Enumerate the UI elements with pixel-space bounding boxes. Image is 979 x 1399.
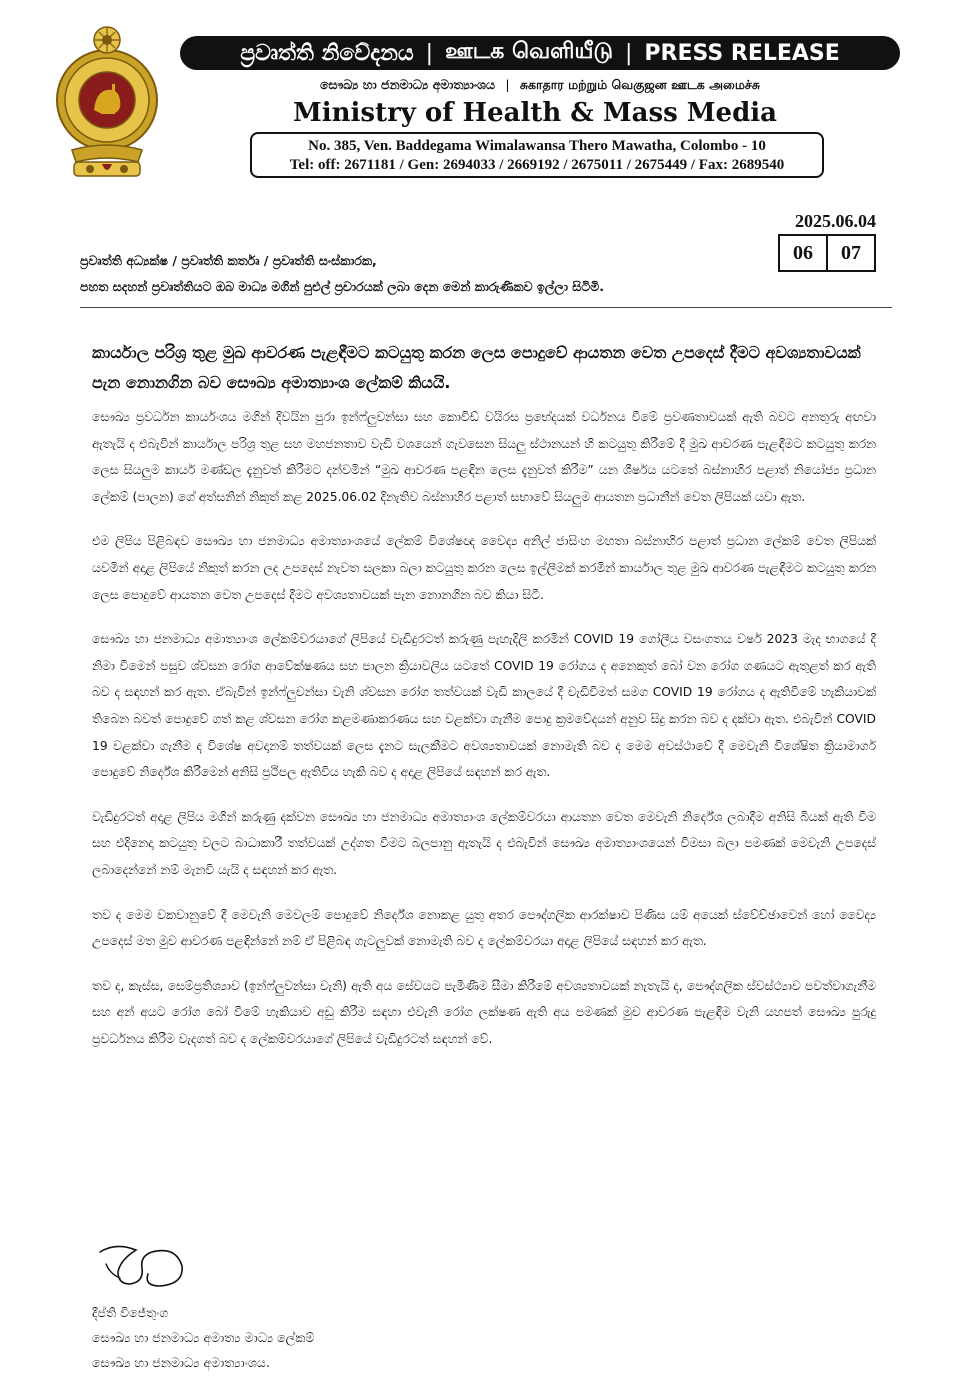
- reference-cell: 06: [793, 241, 813, 264]
- signatory-title: සෞඛ්‍ය හා ජනමාධ්‍ය අමාත්‍ය මාධ්‍ය ලේකම්: [92, 1330, 315, 1345]
- contact-line: Tel: off: 2671181 / Gen: 2694033 / 2669192 / 2675011 / 2675449 / Fax: 2689540: [289, 157, 785, 173]
- handwritten-signature: [96, 1240, 188, 1290]
- addressee-block: [80, 248, 770, 300]
- release-date: 2025.06.04: [795, 211, 876, 231]
- ministry-name-english: Ministry of Health & Mass Media: [292, 98, 778, 128]
- signatory-block: [92, 1300, 692, 1375]
- ministry-names-local: [195, 77, 885, 94]
- body-paragraph: එම ලිපිය පිළිබඳව සෞඛ්‍ය හා ජනමාධ්‍ය අමාත්‍යාංශයේ ලේකම් විශේෂඥ වෛද්‍ය අනිල් ජාසිංහ මහතා බස්නාහිර පළාත් ප්‍රධාන ලේකම් වෙත ලිපියක් යවමින් අදාළ ලිපියේ නිකුත් කරන ලද උපදෙස් නැවත සලකා බලා කටයුතු කරන ලෙස ඉල්ලීමක් කරමින් කාර්යාල තුළ මුඛ ආවරණ පැළඳීමට කටයුතු කරන ලෙස පොදුවේ ආයතන වෙත උපදෙස් දීමට අවශ්‍යතාවයක් පැන නොනගින බව කියා සිටී.: [92, 534, 876, 602]
- ministry-name-sinhala: සෞඛ්‍ය හා ජනමාධ්‍ය අමාත්‍යාංශය: [319, 77, 495, 92]
- body-paragraph: තව ද, කැස්ස, සෙම්ප්‍රතිශ්‍යාව (ඉන්ෆ්ලුවන්සා වැනි) ඇති අය සේවයට පැමිණීම සීමා කිරීමේ අවශ්‍යතාවයක් නැතැයි ද, පෞද්ගලික ස්වස්ථ්‍යාව පවත්වාගැනීම සහ අන් අයට රෝග බෝ වීමේ හැකියාව අඩු කිරීම සඳහා එවැනි රෝග ලක්ෂණ ඇති අය පමණක් මුව ආවරණ පැළඳීම වැනි යහපත් සෞඛ්‍ය පුරුදු ප්‍රවර්ධනය කිරීම වැදගත් බව ද ලේකම්වරයාගේ ලිපියේ වැඩිදුරටත් සඳහන් වේ.: [92, 978, 876, 1046]
- press-headline: කාර්යාල පරිශ්‍ර තුළ මුඛ ආවරණ පැළඳීමට කටයුතු කරන ලෙස පොදුවේ ආයතන වෙත උපදෙස් දීමට අවශ්‍යතාවයක් පැන නොනගින බව සෞඛ්‍ය අමාත්‍යාංශ ලේකම් කියයි.: [92, 343, 861, 392]
- ministry-separator: |: [505, 77, 510, 92]
- signatory-name: දීප්ති විජේතුංග: [92, 1305, 169, 1320]
- banner-separator: |: [425, 40, 434, 66]
- ministry-name-tamil: சுகாதார மற்றும் வெகுஜன ஊடக அமைச்சு: [519, 77, 761, 92]
- press-title-tamil: ஊடக வெளியீடு: [445, 39, 613, 64]
- reference-number-box: [778, 234, 876, 272]
- divider: [80, 307, 892, 308]
- press-title-sinhala: ප්‍රවෘත්ති නිවේදනය: [240, 40, 414, 66]
- banner-separator: |: [625, 40, 633, 66]
- press-title-english: PRESS RELEASE: [644, 40, 840, 66]
- press-release-banner: [180, 36, 900, 70]
- addressee-request: පහත සදහන් ප්‍රවෘත්තියට ඔබ මාධ්‍ය මගින් පුළුල් ප්‍රචාරයක් ලබා දෙන මෙන් කාරුණිකව ඉල්ලා සිටිමි.: [80, 279, 605, 294]
- reference-cell: 07: [826, 236, 874, 270]
- body-paragraph: තව ද මෙම වකවානුවේ දී මෙවැනි මෙවලම් පොදුවේ නිර්දේශ නොකළ යුතු අතර පෞද්ගලික ආරක්ෂාව පිණිස යම් අයෙක් ස්වේච්ඡාවෙන් හෝ වෛද්‍ය උපදෙස් මත මුව ආවරණ පළඳින්නේ නම් ඒ පිළිබඳ ගැටලුවක් නොමැති බව ද ලේකම්වරයා අදාළ ලිපියේ සඳහන් කර ඇත.: [92, 907, 876, 949]
- press-body: [92, 404, 876, 1070]
- signatory-organization: සෞඛ්‍ය හා ජනමාධ්‍ය අමාත්‍යාංශය.: [92, 1355, 270, 1370]
- body-paragraph: වැඩිදුරටත් අදාළ ලිපිය මගින් කරුණු දක්වන සෞඛ්‍ය හා ජනමාධ්‍ය අමාත්‍යාංශ ලේකම්වරයා ආයතන වෙත මෙවැනි නිර්දේශ ලබාදීම අනිසි බියක් ඇති වීම සහ එදිනෙදා කටයුතු වලට බාධාකාරී තත්වයක් උද්ගත වීමට බලපානු ඇතැයි ද එබැවින් සෞඛ්‍ය අමාත්‍යාංශයෙන් විමසා බලා පමණක් මෙවැනි උපදෙස් ලබාදෙන්නේ නම් මැනවි යැයි ද සඳහන් කර ඇත.: [92, 809, 876, 877]
- addressee-line: ප්‍රවෘත්ති අධ්‍යක්ෂ / ප්‍රවෘත්ති කර්තෘ / ප්‍රවෘත්ති සංස්කාරක,: [80, 253, 377, 268]
- body-paragraph: සෞඛ්‍ය ප්‍රවර්ධන කාර්යංශය මගින් දිවයින පුරා ඉන්ෆ්ලුවන්සා සහ කොවිඩ් වයිරස ප්‍රභේදයක් වර්ධනය වීමේ ප්‍රවණතාවයක් ඇති බවට අනතුරු අඟවා ඇතැයි ද එබැවින් කාර්යාල පරිශ්‍ර තුළ සහ මහජනතාව වැඩි වශයෙන් ගැවසෙන සියලු ස්ථානයන් හි කටයුතු කිරීමේ දී මුඛ ආවරණ පැළඳීමට කටයුතු කරන ලෙස සියලුම කාර්ය මණ්ඩල දැනුවත් කිරීමට දන්වමින් “මුඛ ආවරණ පළඳින ලෙස දැනුවත් කිරීම” යන ශීර්ෂය යටතේ බස්නාහිර පළාත් නියෝජ්‍ය ප්‍රධාන ලේකම් (පාලන) ගේ අත්සනින් නිකුත් කළ 2025.06.02 දිනැතිව බස්නාහිර පළාත් සභාවේ සියලුම ආයතන ප්‍රධානීන් වෙත ලිපියක් යවා ඇත.: [92, 410, 876, 504]
- sri-lanka-emblem-icon: [52, 22, 162, 188]
- ministry-address-box: [250, 132, 824, 178]
- address-line: No. 385, Ven. Baddegama Wimalawansa Thero Mawatha, Colombo - 10: [308, 138, 766, 154]
- body-paragraph: සෞඛ්‍ය හා ජනමාධ්‍ය අමාත්‍යාංශ ලේකම්වරයාගේ ලිපියේ වැඩිදුරටත් කරුණු පැහැදිලි කරමින් COVID 19 ගෝලීය වසංගතය වර්ෂ 2023 මැද භාගයේ දී නිමා වීමෙන් පසුව ශ්වසන රෝග ආවේක්ෂණය සහ පාලන ක්‍රියාවලිය යටතේ COVID 19 රෝගය ද අනෙකුත් බෝ වන රෝග ගණයට ඇතුළත් කර ඇති බව ද සඳහන් කර ඇත. ඒබැවින් ඉන්ෆ්ලුවන්සා වැනි ශ්වසන රෝග තත්වයක් වැඩි කාලයේ දී වැඩිවීමත් සමග COVID 19 රෝගය ද ඇතිවීමේ හැකියාවක් තිබෙන බවත් පොදුවේ ගත් කළ ශ්වසන රෝග කළමණාකරණය සහ වළක්වා ගැනීම පොදු ක්‍රමවේදයන් අනුව සිදු කරන බව ද දක්වා ඇත. එබැවින් COVID 19 වළක්වා ගැනීම ද විශේෂ අවදානම් තත්වයක් ලෙස දැනට සැලකීමට අවශ්‍යතාවයක් නොමැති බව ද මෙම අවස්ථාවේ දී මෙවැනි විශේෂිත ක්‍රියාමාර්ග පොදුවේ නිර්දේශ කිරීමෙන් අනිසි ප්‍රථිපල ඇතිවිය හැකි බව ද අදාළ ලිපියේ සඳහන් කර ඇත.: [92, 632, 876, 780]
